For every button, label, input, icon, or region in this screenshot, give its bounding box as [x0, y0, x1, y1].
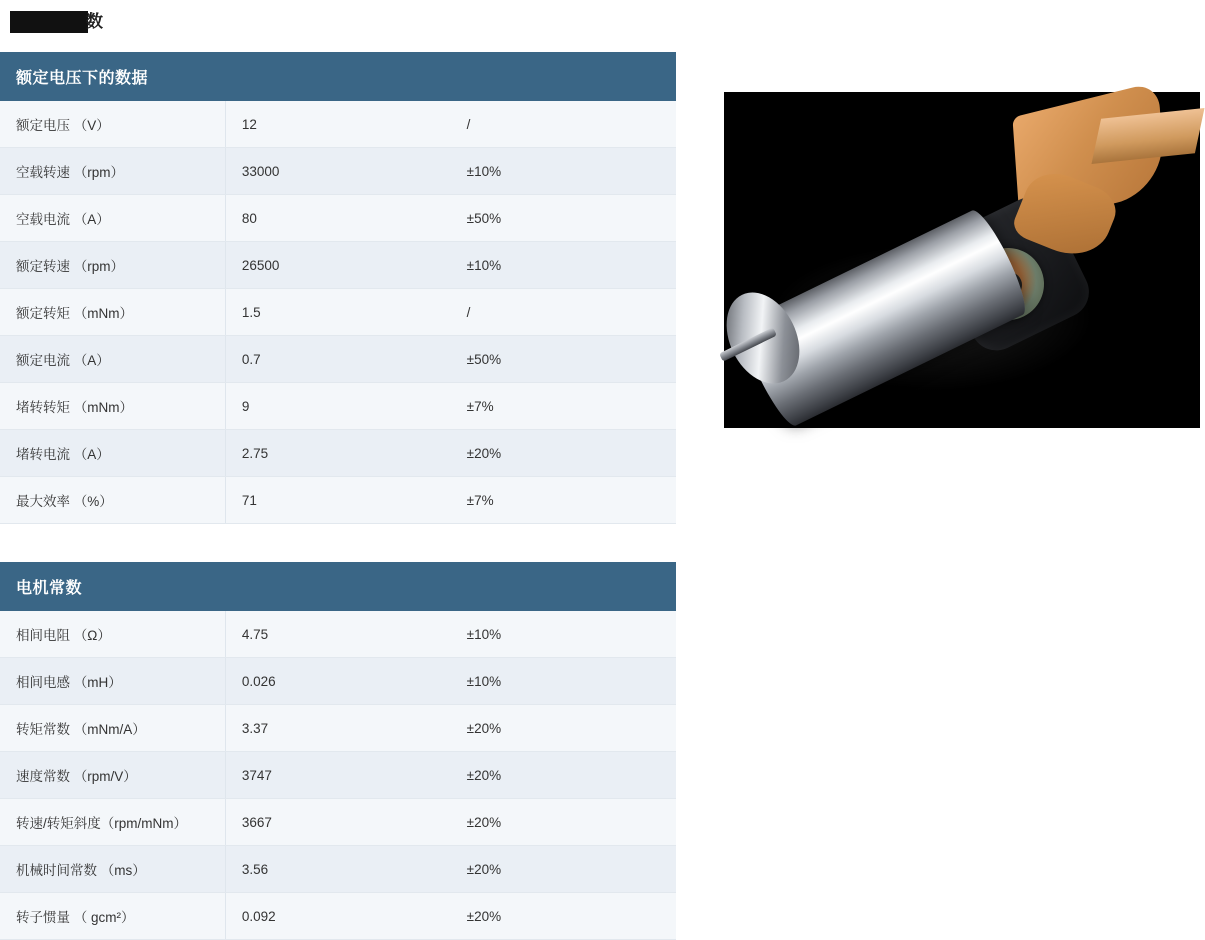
- table-row: [0, 799, 676, 846]
- row-value: 26500: [225, 242, 450, 289]
- row-label: 转子惯量 （ gcm²）: [0, 893, 225, 940]
- table-row: [0, 336, 676, 383]
- table-row: [0, 430, 676, 477]
- spec-table-motor-constants: [0, 562, 676, 940]
- row-tolerance: ±10%: [451, 148, 676, 195]
- table-row: [0, 101, 676, 148]
- row-tolerance: /: [451, 101, 676, 148]
- row-value: 33000: [225, 148, 450, 195]
- row-label: 转速/转矩斜度（rpm/mNm）: [0, 799, 225, 846]
- row-value: 12: [225, 101, 450, 148]
- row-label: 额定电流 （A）: [0, 336, 225, 383]
- table-row: [0, 148, 676, 195]
- table-row: [0, 383, 676, 430]
- table-row: [0, 477, 676, 524]
- row-label: 额定转速 （rpm）: [0, 242, 225, 289]
- row-label: 相间电阻 （Ω）: [0, 611, 225, 658]
- row-tolerance: ±20%: [451, 705, 676, 752]
- row-tolerance: ±20%: [451, 846, 676, 893]
- row-label: 最大效率 （%）: [0, 477, 225, 524]
- row-label: 转矩常数 （mNm/A）: [0, 705, 225, 752]
- page-title: [10, 10, 103, 34]
- row-value: 2.75: [225, 430, 450, 477]
- row-label: 空载转速 （rpm）: [0, 148, 225, 195]
- row-label: 堵转电流 （A）: [0, 430, 225, 477]
- row-tolerance: ±10%: [451, 658, 676, 705]
- row-label: 速度常数 （rpm/V）: [0, 752, 225, 799]
- row-tolerance: ±7%: [451, 477, 676, 524]
- row-value: 0.092: [225, 893, 450, 940]
- table-row: [0, 658, 676, 705]
- table-row: [0, 752, 676, 799]
- row-value: 4.75: [225, 611, 450, 658]
- row-label: 额定电压 （V）: [0, 101, 225, 148]
- table-row: [0, 611, 676, 658]
- section-title-rated-voltage-data: 额定电压下的数据: [0, 52, 676, 101]
- table-row: [0, 242, 676, 289]
- table-row: [0, 195, 676, 242]
- table-row: [0, 289, 676, 336]
- row-value: 71: [225, 477, 450, 524]
- row-value: 3667: [225, 799, 450, 846]
- table-section-header: [0, 52, 676, 101]
- page-title-text: 数: [86, 12, 103, 31]
- row-label: 相间电感 （mH）: [0, 658, 225, 705]
- row-value: 0.7: [225, 336, 450, 383]
- row-tolerance: ±20%: [451, 752, 676, 799]
- table-row: [0, 846, 676, 893]
- row-tolerance: ±20%: [451, 799, 676, 846]
- table-row: [0, 705, 676, 752]
- row-label: 空载电流 （A）: [0, 195, 225, 242]
- row-value: 1.5: [225, 289, 450, 336]
- row-tolerance: ±50%: [451, 336, 676, 383]
- row-tolerance: ±20%: [451, 430, 676, 477]
- row-label: 额定转矩 （mNm）: [0, 289, 225, 336]
- row-tolerance: ±50%: [451, 195, 676, 242]
- row-tolerance: ±10%: [451, 242, 676, 289]
- row-value: 3.56: [225, 846, 450, 893]
- row-label: 机械时间常数 （ms）: [0, 846, 225, 893]
- row-tolerance: /: [451, 289, 676, 336]
- row-value: 9: [225, 383, 450, 430]
- specification-tables: [0, 52, 676, 940]
- row-value: 80: [225, 195, 450, 242]
- spec-table-rated-voltage-data: [0, 52, 676, 524]
- row-value: 3747: [225, 752, 450, 799]
- section-title-motor-constants: 电机常数: [0, 562, 676, 611]
- product-photo: [724, 92, 1200, 428]
- row-value: 3.37: [225, 705, 450, 752]
- row-tolerance: ±7%: [451, 383, 676, 430]
- redaction-block: [10, 11, 88, 33]
- table-section-header: [0, 562, 676, 611]
- table-row: [0, 893, 676, 940]
- row-label: 堵转转矩 （mNm）: [0, 383, 225, 430]
- row-tolerance: ±10%: [451, 611, 676, 658]
- row-value: 0.026: [225, 658, 450, 705]
- row-tolerance: ±20%: [451, 893, 676, 940]
